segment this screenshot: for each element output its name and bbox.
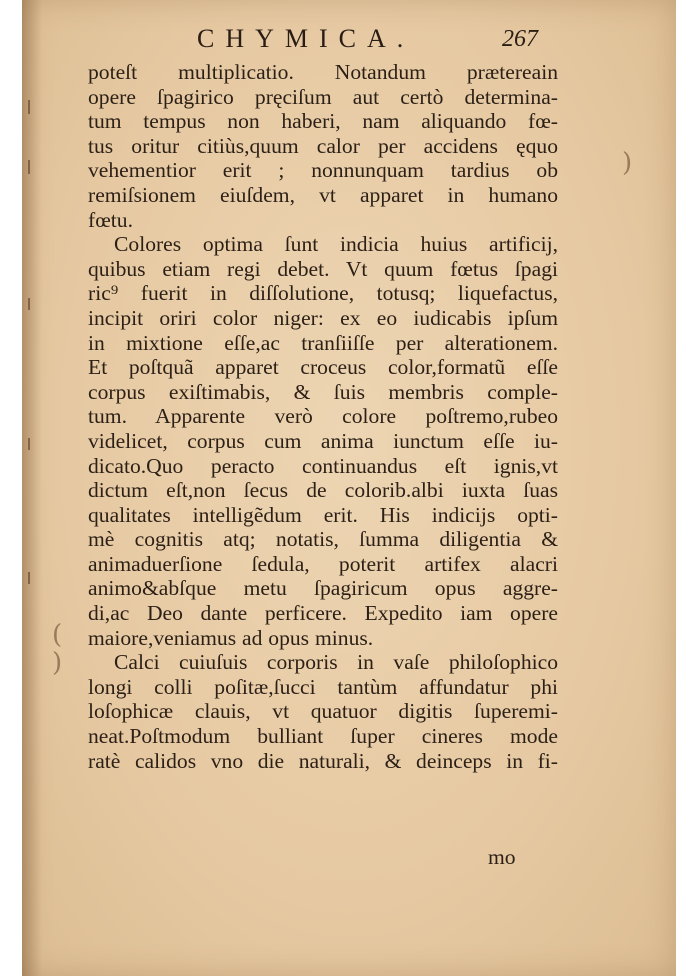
body-text <box>88 60 558 773</box>
text-line: ratè calidos vno die naturali, & deinceps in fi- <box>88 748 558 773</box>
text-line: di,ac Deo dante perficere. Expedito iam opere <box>88 601 558 626</box>
text-line: tus oritur citiùs,quum calor per accidens ęquo <box>88 133 558 158</box>
catchword: mo <box>488 845 516 869</box>
text-line: Colores optima ſunt indicia huius artificij, <box>114 232 558 257</box>
page-header <box>22 22 676 62</box>
text-line: opere ſpagirico pręciſum aut certò determina- <box>88 84 558 109</box>
gutter-mark <box>28 160 30 174</box>
running-title: CHYMICA. <box>197 24 415 53</box>
text-line: remiſsionem eiuſdem, vt apparet in humano <box>88 182 558 207</box>
page-number: 267 <box>502 26 538 52</box>
text-line: ric⁹ fuerit in diſſolutione, totusq; liquefactus, <box>88 281 558 306</box>
gutter-mark <box>28 572 30 584</box>
text-line: longi colli poſitæ,ſucci tantùm affundatur phi <box>88 674 558 699</box>
gutter-mark <box>28 100 30 114</box>
text-line: incipit oriri color niger: ex eo iudicabis ipſum <box>88 305 558 330</box>
book-page <box>22 0 676 976</box>
text-line: corpus exiſtimabis, & ſuis membris comple- <box>88 379 558 404</box>
text-line: qualitates intelligẽdum erit. His indicijs opti- <box>88 502 558 527</box>
gutter-mark <box>28 438 30 450</box>
text-line: maiore,veniamus ad opus minus. <box>88 625 374 650</box>
text-line: animo&abſque metu ſpagiricum opus aggre- <box>88 576 558 601</box>
text-line: dicato.Quo peracto continuandus eſt ignis,vt <box>88 453 558 478</box>
text-line: mè cognitis atq; notatis, ſumma diligentia & <box>88 527 558 552</box>
text-line: dictum eſt,non ſecus de colorib.albi iuxta ſuas <box>88 478 558 503</box>
page-gutter-shadow <box>22 0 42 976</box>
text-line: fœtu. <box>88 207 133 232</box>
text-line: vehementior erit ; nonnunquam tardius ob <box>88 158 558 183</box>
gutter-mark <box>28 298 30 310</box>
text-line: in mixtione eſſe,ac tranſiiſſe per alterationem. <box>88 330 558 355</box>
margin-curl-mark: ) <box>622 148 633 178</box>
text-line: tum tempus non haberi, nam aliquando fœ- <box>88 109 558 134</box>
text-line: poteſt multiplicatio. Notandum prætereain <box>88 60 558 84</box>
text-line: quibus etiam regi debet. Vt quum fœtus ſpagi <box>88 256 558 281</box>
margin-curl-mark: ) <box>52 648 63 678</box>
text-line: tum. Apparente verò colore poſtremo,rubeo <box>88 404 558 429</box>
text-line: neat.Poſtmodum bulliant ſuper cineres mode <box>88 724 558 749</box>
margin-curl-mark: ( <box>52 620 63 650</box>
text-line: Calci cuiuſuis corporis in vaſe philoſophico <box>114 650 558 675</box>
text-line: animaduerſione ſedula, poterit artifex alacri <box>88 551 558 576</box>
text-line: Et poſtquã apparet croceus color,formatũ eſſe <box>88 355 558 380</box>
text-line: loſophicæ clauis, vt quatuor digitis ſuperemi- <box>88 699 558 724</box>
text-line: videlicet, corpus cum anima iunctum eſſe iu- <box>88 428 558 453</box>
